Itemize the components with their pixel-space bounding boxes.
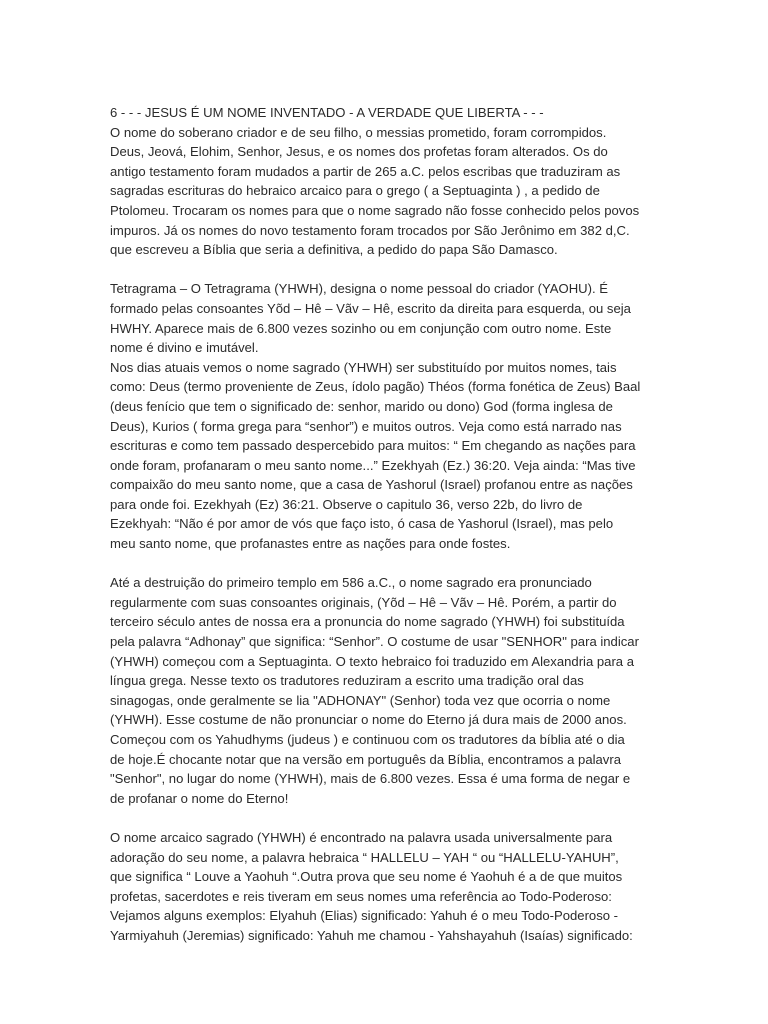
document-body <box>110 103 660 965</box>
text-line: "Senhor", no lugar do nome (YHWH), mais de 6.800 vezes. Essa é uma forma de negar e <box>110 771 631 787</box>
text-line: formado pelas consoantes Yõd – Hê – Vãv – Hê, escrito da direita para esquerda, ou seja <box>110 300 631 316</box>
text-line: nome é divino e imutável. <box>110 340 259 356</box>
text-line: como: Deus (termo proveniente de Zeus, ídolo pagão) Théos (forma fonética de Zeus) Baal <box>110 379 641 395</box>
text-line: regularmente com suas consoantes originais, (Yõd – Hê – Vãv – Hê. Porém, a partir do <box>110 594 617 610</box>
text-line: compaixão do meu santo nome, que a casa de Yashorul (Israel) profanou entre as nações <box>110 477 633 493</box>
text-line: HWHY. Aparece mais de 6.800 vezes sozinho ou em conjunção com outro nome. Este <box>110 320 612 336</box>
text-line: sagradas escrituras do hebraico arcaico para o grego ( a Septuaginta ) , a pedido de <box>110 183 600 199</box>
paragraph <box>110 828 660 946</box>
text-line: Até a destruição do primeiro templo em 586 a.C., o nome sagrado era pronunciado <box>110 575 592 591</box>
text-line: (YHWH). Esse costume de não pronunciar o nome do Eterno já dura mais de 2000 anos. <box>110 712 627 728</box>
text-line: pela palavra “Adhonay” que significa: “Senhor”. O costume de usar "SENHOR" para indicar <box>110 634 639 650</box>
text-line: Vejamos alguns exemplos: Elyahuh (Elias) significado: Yahuh é o meu Todo-Poderoso - <box>110 908 619 924</box>
text-line: que significa “ Louve a Yaohuh “.Outra prova que seu nome é Yaohuh é a de que muitos <box>110 869 623 885</box>
paragraph <box>110 573 660 808</box>
document-title-block <box>110 103 660 123</box>
text-line: meu santo nome, que profanastes entre as nações para onde fostes. <box>110 536 511 552</box>
text-line: Yarmiyahuh (Jeremias) significado: Yahuh me chamou - Yahshayahuh (Isaías) significado: <box>110 927 633 943</box>
document-title: 6 - - - JESUS É UM NOME INVENTADO - A VERDADE QUE LIBERTA - - - <box>110 105 544 120</box>
text-line: Ptolomeu. Trocaram os nomes para que o nome sagrado não fosse conhecido pelos povos <box>110 202 640 218</box>
text-line: Deus, Jeová, Elohim, Senhor, Jesus, e os nomes dos profetas foram alterados. Os do <box>110 144 608 160</box>
text-line: Tetragrama – O Tetragrama (YHWH), designa o nome pessoal do criador (YAOHU). É <box>110 281 608 297</box>
text-line: O nome do soberano criador e de seu filho, o messias prometido, foram corrompidos. <box>110 124 607 140</box>
text-line: Nos dias atuais vemos o nome sagrado (YHWH) ser substituído por muitos nomes, tais <box>110 359 617 375</box>
text-line: (deus fenício que tem o significado de: senhor, marido ou dono) God (forma inglesa de <box>110 398 613 414</box>
text-line: Começou com os Yahudhyms (judeus ) e continuou com os tradutores da bíblia até o dia <box>110 732 625 747</box>
text-line: terceiro século antes de nossa era a pronuncia do nome sagrado (YHWH) foi substituída <box>110 614 625 630</box>
text-line: língua grega. Nesse texto os tradutores reduziram a escrito uma tradição oral das <box>110 673 584 689</box>
text-line: O nome arcaico sagrado (YHWH) é encontrado na palavra usada universalmente para <box>110 829 613 845</box>
text-line: Deus), Kurios ( forma grega para “senhor”) e muitos outros. Veja como está narrado nas <box>110 418 622 434</box>
text-line: (YHWH) começou com a Septuaginta. O texto hebraico foi traduzido em Alexandria para a <box>110 653 635 669</box>
text-line: Ezekhyah: “Não é por amor de vós que faço isto, ó casa de Yashorul (Israel), mas pelo <box>110 516 614 532</box>
text-line: que escreveu a Bíblia que seria a definitiva, a pedido do papa São Damasco. <box>110 242 558 258</box>
text-line: para onde foi. Ezekhyah (Ez) 36:21. Observe o capitulo 36, verso 22b, do livro de <box>110 496 583 512</box>
text-line: impuros. Já os nomes do novo testamento foram trocados por São Jerônimo em 382 d,C. <box>110 222 630 238</box>
text-line: de profanar o nome do Eterno! <box>110 790 289 806</box>
text-line: profetas, sacerdotes e reis tiveram em seus nomes uma referência ao Todo-Poderoso: <box>110 888 612 904</box>
paragraph-list <box>110 123 660 946</box>
text-line: escrituras e como tem passado despercebido para muitos: “ Em chegando as nações para <box>110 438 636 454</box>
paragraph <box>110 279 660 553</box>
text-line: adoração do seu nome, a palavra hebraica “ HALLELU – YAH “ ou “HALLELU-YAHUH”, <box>110 849 619 865</box>
text-line: antigo testamento foram mudados a partir de 265 a.C. pelos escribas que traduziram as <box>110 163 621 179</box>
text-line: sinagogas, onde geralmente se lia "ADHONAY" (Senhor) toda vez que ocorria o nome <box>110 692 611 708</box>
text-line: de hoje.É chocante notar que na versão em português da Bíblia, encontramos a palavra <box>110 751 621 767</box>
text-line: onde foram, profanaram o meu santo nome...” Ezekhyah (Ez.) 36:20. Veja ainda: “Mas tive <box>110 457 636 473</box>
paragraph <box>110 123 660 260</box>
